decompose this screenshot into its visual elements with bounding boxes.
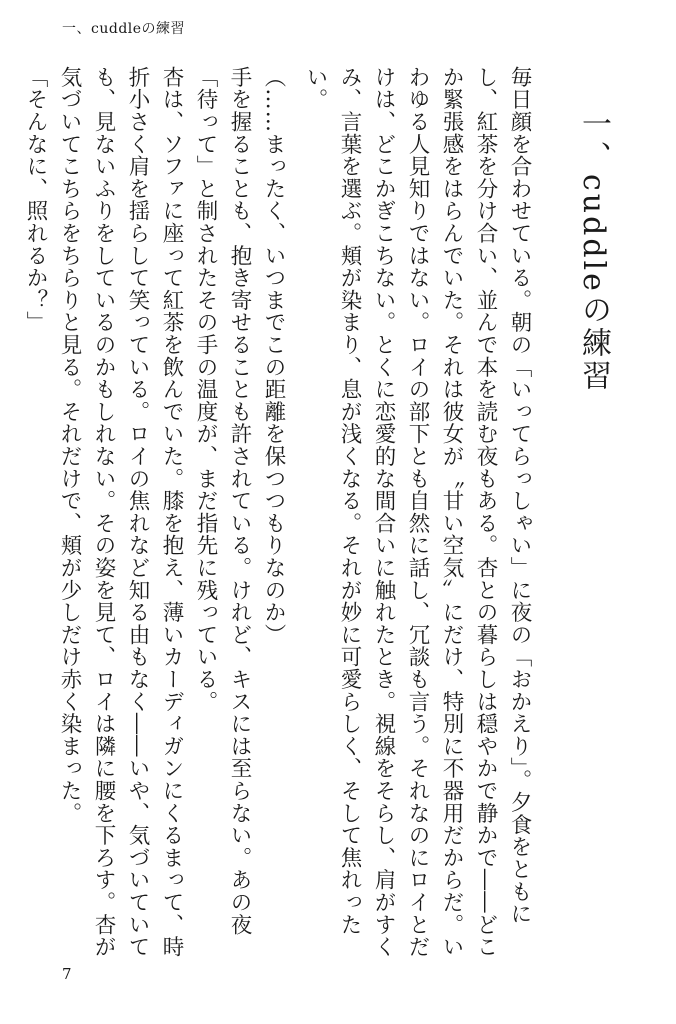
paragraph-2: （……まったく、いつまでこの距離を保つつもりなのか） (261, 66, 286, 646)
paragraph-1: 毎日顔を合わせている。朝の「いってらっしゃい」に夜の「おかえり」。夕食をともにし、紅茶を分け合い、並んで本を読む夜もある。杏との暮らしは穏やかで静かで――どこか緊張感をはらんでいた。それは彼女が〝甘い空気〟にだけ、特別に不器用だからだ。いわゆる人見知りではない。ロイの部下とも自然に話し、冗談も言う。それなのにロイとだけは、どこかぎこちない。とくに恋愛的な間合いに触れたとき。視線をそらし、肩がすくみ、言葉を選ぶ。頬が染まり、息が浅くなる。それが妙に可愛らしく、そして焦れったい。 (303, 66, 532, 958)
paragraph-3: 手を握ることも、抱き寄せることも許されている。けれど、キスには至らない。あの夜「待って」と制されたその手の温度が、まだ指先に残っている。 (193, 66, 252, 936)
paragraph-4: 杏は、ソファに座って紅茶を飲んでいた。膝を抱え、薄いカーディガンにくるまって、時折小さく肩を揺らして笑っている。ロイの焦れなど知る由もなく――いや、気づいていても、見ないふりをしているのかもしれない。その姿を見て、ロイは隣に腰を下ろす。杏が気づいてこちらをちらりと見る。それだけで、頬が少しだけ赤く染まった。 (57, 66, 184, 958)
body-text (18, 66, 536, 966)
chapter-title: 一、cuddleの練習 (576, 108, 611, 393)
page-number: 7 (62, 965, 72, 983)
paragraph-5: 「そんなに、照れるか？」 (23, 66, 48, 334)
running-header: 一、cuddleの練習 (62, 21, 186, 37)
